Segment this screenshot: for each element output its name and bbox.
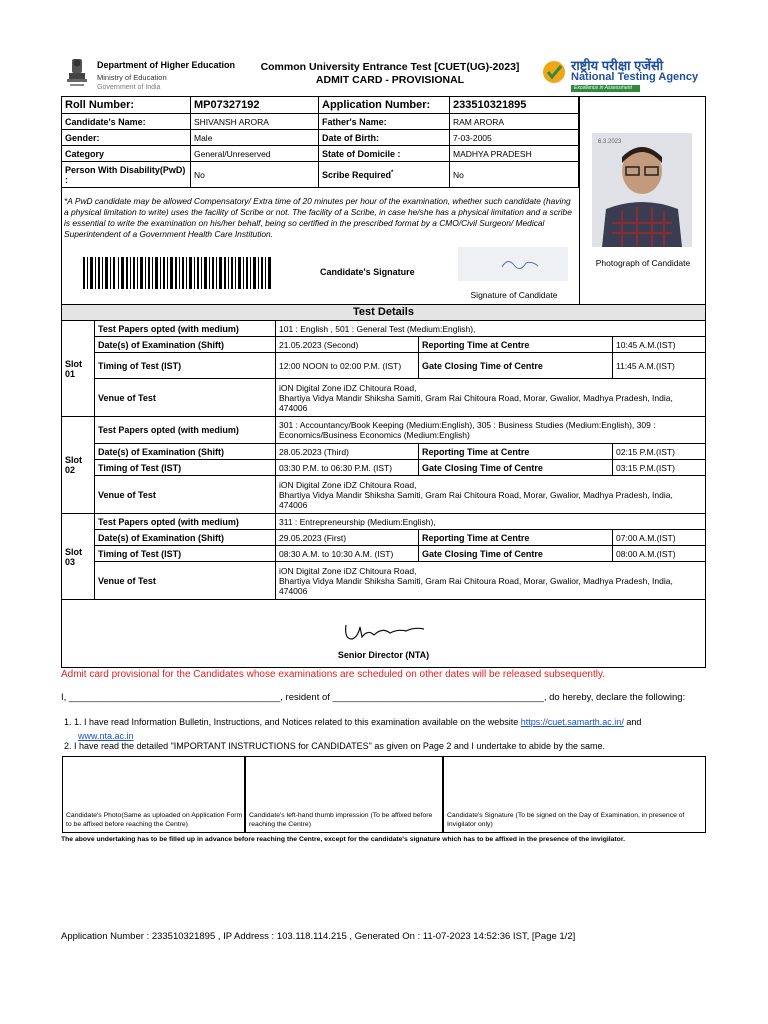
pwd-label: Person With Disability(PwD) :	[62, 162, 191, 188]
category-value: General/Unreserved	[191, 146, 319, 162]
gate-closing-label: Gate Closing Time of Centre	[419, 546, 613, 562]
scribe-label-text: Scribe Required	[322, 169, 392, 180]
venue-value	[276, 562, 706, 600]
nta-hindi-name: राष्ट्रीय परीक्षा एजेंसी	[571, 58, 664, 73]
slot-label: Slot 01	[62, 321, 95, 417]
candidate-signature-label: Candidate's Signature	[320, 267, 415, 277]
reporting-time-label: Reporting Time at Centre	[419, 444, 613, 460]
exam-date-value: 29.05.2023 (First)	[276, 530, 419, 546]
exam-date-label: Date(s) of Examination (Shift)	[95, 530, 276, 546]
exam-date-label: Date(s) of Examination (Shift)	[95, 337, 276, 353]
venue-value	[276, 476, 706, 514]
photo-affix-box	[62, 756, 245, 833]
point1-text: 1. 1. I have read Information Bulletin, Instructions, and Notices related to this examination available on the website	[64, 717, 521, 727]
thumb-impression-box	[245, 756, 443, 833]
nta-english-name: National Testing Agency	[571, 71, 699, 83]
venue-line1: iON Digital Zone iDZ Chitoura Road,	[279, 382, 417, 393]
application-number-value: 233510321895	[450, 97, 579, 114]
nta-website-link[interactable]: www.nta.ac.in	[78, 731, 134, 741]
papers-value: 301 : Accountancy/Book Keeping (Medium:English), 305 : Business Studies (Medium:English), 309 : Economics/Business Economics (Medium:English)	[276, 417, 706, 444]
undertaking-note: The above undertaking has to be filled up in advance before reaching the Centre, except for the candidate's signature which has to be affixed in the presence of the invigilator.	[61, 836, 625, 843]
timing-label: Timing of Test (IST)	[95, 546, 276, 562]
declaration-point-2: 2. I have read the detailed "IMPORTANT INSTRUCTIONS for CANDIDATES" as given on Page 2 and I undertake to abide by the same.	[64, 741, 605, 751]
timing-label: Timing of Test (IST)	[95, 353, 276, 379]
gate-closing-value: 08:00 A.M.(IST)	[613, 546, 706, 562]
venue-line2: Bhartiya Vidya Mandir Shiksha Samiti, Gram Rai Chitoura Road, Morar, Gwalior, Madhya Pradesh, India, 474006	[279, 392, 673, 413]
venue-line2: Bhartiya Vidya Mandir Shiksha Samiti, Gram Rai Chitoura Road, Morar, Gwalior, Madhya Pradesh, India, 474006	[279, 575, 673, 596]
candidate-signature-image	[458, 247, 568, 281]
gate-closing-label: Gate Closing Time of Centre	[419, 460, 613, 476]
gender-value: Male	[191, 130, 319, 146]
venue-value	[276, 379, 706, 417]
venue-line1: iON Digital Zone iDZ Chitoura Road,	[279, 565, 417, 576]
reporting-time-value: 02:15 P.M.(IST)	[613, 444, 706, 460]
page-footer: Application Number : 233510321895 , IP Address : 103.118.114.215 , Generated On : 11-07-2023 14:52:36 IST, [Page 1/2]	[61, 931, 576, 942]
admit-card-title: ADMIT CARD - PROVISIONAL	[315, 74, 465, 86]
domicile-value: MADHYA PRADESH	[450, 146, 579, 162]
barcode-image	[83, 257, 273, 289]
timing-value: 03:30 P.M. to 06:30 P.M. (IST)	[276, 460, 419, 476]
papers-label: Test Papers opted (with medium)	[95, 514, 276, 530]
ministry-name: Ministry of Education	[97, 73, 167, 82]
cuet-website-link[interactable]: https://cuet.samarth.ac.in/	[520, 717, 624, 727]
papers-label: Test Papers opted (with medium)	[95, 321, 276, 337]
photo-affix-caption: Candidate's Photo(Same as uploaded on Application Form to be affixed before reaching the Centre)	[66, 812, 243, 828]
senior-director-signature	[336, 617, 436, 645]
father-name-label: Father's Name:	[319, 114, 450, 130]
reporting-time-value: 10:45 A.M.(IST)	[613, 337, 706, 353]
exam-title: Common University Entrance Test [CUET(UG)-2023]	[260, 61, 520, 73]
point1-and: and	[623, 717, 642, 727]
candidate-photo	[592, 133, 692, 247]
gate-closing-label: Gate Closing Time of Centre	[419, 353, 613, 379]
pwd-note: *A PwD candidate may be allowed Compensatory/ Extra time of 20 minutes per hour of the examination, whether such candidate (having a physical limitation to write) uses the facility of Scribe or not. The facility of a Scribe, in case he/she has a physical limitation and a scribe is essential to write the examination on his/her behalf, being so certified in the prescribed format by a CMO/Civil Surgeon/ Medical Superintendent of a Government Health Care Institution.	[64, 196, 572, 239]
gate-closing-value: 03:15 P.M.(IST)	[613, 460, 706, 476]
declaration-point-1	[64, 715, 704, 743]
declaration-line: I, ________________________________________, resident of ________________________________________, do hereby, declare the following:	[61, 692, 686, 703]
candidate-name-value: SHIVANSH ARORA	[191, 114, 319, 130]
reporting-time-label: Reporting Time at Centre	[419, 530, 613, 546]
department-name: Department of Higher Education	[97, 60, 236, 70]
slot-number: 02	[65, 465, 76, 475]
provisional-notice: Admit card provisional for the Candidates whose examinations are scheduled on other dates will be released subsequently.	[61, 669, 606, 680]
application-number-label: Application Number:	[319, 97, 450, 114]
scribe-value: No	[450, 162, 579, 188]
test-details-title: Test Details	[61, 304, 706, 320]
pwd-value: No	[191, 162, 319, 188]
slot-number: 01	[65, 368, 76, 379]
venue-line2: Bhartiya Vidya Mandir Shiksha Samiti, Gram Rai Chitoura Road, Morar, Gwalior, Madhya Pradesh, India, 474006	[279, 489, 673, 510]
nta-tagline: Excellence in Assessment	[571, 85, 640, 92]
exam-date-value: 21.05.2023 (Second)	[276, 337, 419, 353]
slot-label: Slot 03	[62, 514, 95, 600]
venue-label: Venue of Test	[95, 476, 276, 514]
timing-value: 12:00 NOON to 02:00 P.M. (IST)	[276, 353, 419, 379]
photo-date: 6.3.2023	[598, 139, 622, 145]
nta-logo-icon	[542, 60, 566, 84]
dob-label: Date of Birth:	[319, 130, 450, 146]
signature-caption: Signature of Candidate	[470, 290, 558, 300]
scribe-label: Scribe Required*	[319, 162, 450, 188]
venue-label: Venue of Test	[95, 379, 276, 417]
papers-value: 311 : Entrepreneurship (Medium:English),	[276, 514, 706, 530]
timing-value: 08:30 A.M. to 10:30 A.M. (IST)	[276, 546, 419, 562]
papers-value: 101 : English , 501 : General Test (Medium:English),	[276, 321, 706, 337]
slot-label: Slot 02	[62, 417, 95, 514]
roll-number-value: MP07327192	[191, 97, 319, 114]
venue-label: Venue of Test	[95, 562, 276, 600]
senior-director-label: Senior Director (NTA)	[337, 650, 430, 660]
timing-label: Timing of Test (IST)	[95, 460, 276, 476]
test-details-table	[61, 320, 706, 600]
venue-line1: iON Digital Zone iDZ Chitoura Road,	[279, 479, 417, 490]
reporting-time-label: Reporting Time at Centre	[419, 337, 613, 353]
exam-date-value: 28.05.2023 (Third)	[276, 444, 419, 460]
signature-affix-caption: Candidate's Signature (To be signed on the Day of Examination, in presence of Invigilator only)	[447, 812, 685, 828]
thumb-impression-caption: Candidate's left-hand thumb impression (To be affixed before reaching the Centre)	[249, 812, 433, 828]
photo-caption: Photograph of Candidate	[595, 258, 691, 268]
gender-label: Gender:	[62, 130, 191, 146]
national-emblem-icon	[64, 57, 90, 91]
candidate-name-label: Candidate's Name:	[62, 114, 191, 130]
reporting-time-value: 07:00 A.M.(IST)	[613, 530, 706, 546]
government-name: Government of India	[97, 84, 161, 91]
slot-number: 03	[65, 556, 76, 567]
papers-label: Test Papers opted (with medium)	[95, 417, 276, 444]
dob-value: 7-03-2005	[450, 130, 579, 146]
father-name-value: RAM ARORA	[450, 114, 579, 130]
signature-affix-box	[443, 756, 706, 833]
roll-number-label: Roll Number:	[62, 97, 191, 114]
domicile-label: State of Domicile :	[319, 146, 450, 162]
exam-date-label: Date(s) of Examination (Shift)	[95, 444, 276, 460]
candidate-info-table	[61, 96, 579, 188]
category-label: Category	[62, 146, 191, 162]
gate-closing-value: 11:45 A.M.(IST)	[613, 353, 706, 379]
